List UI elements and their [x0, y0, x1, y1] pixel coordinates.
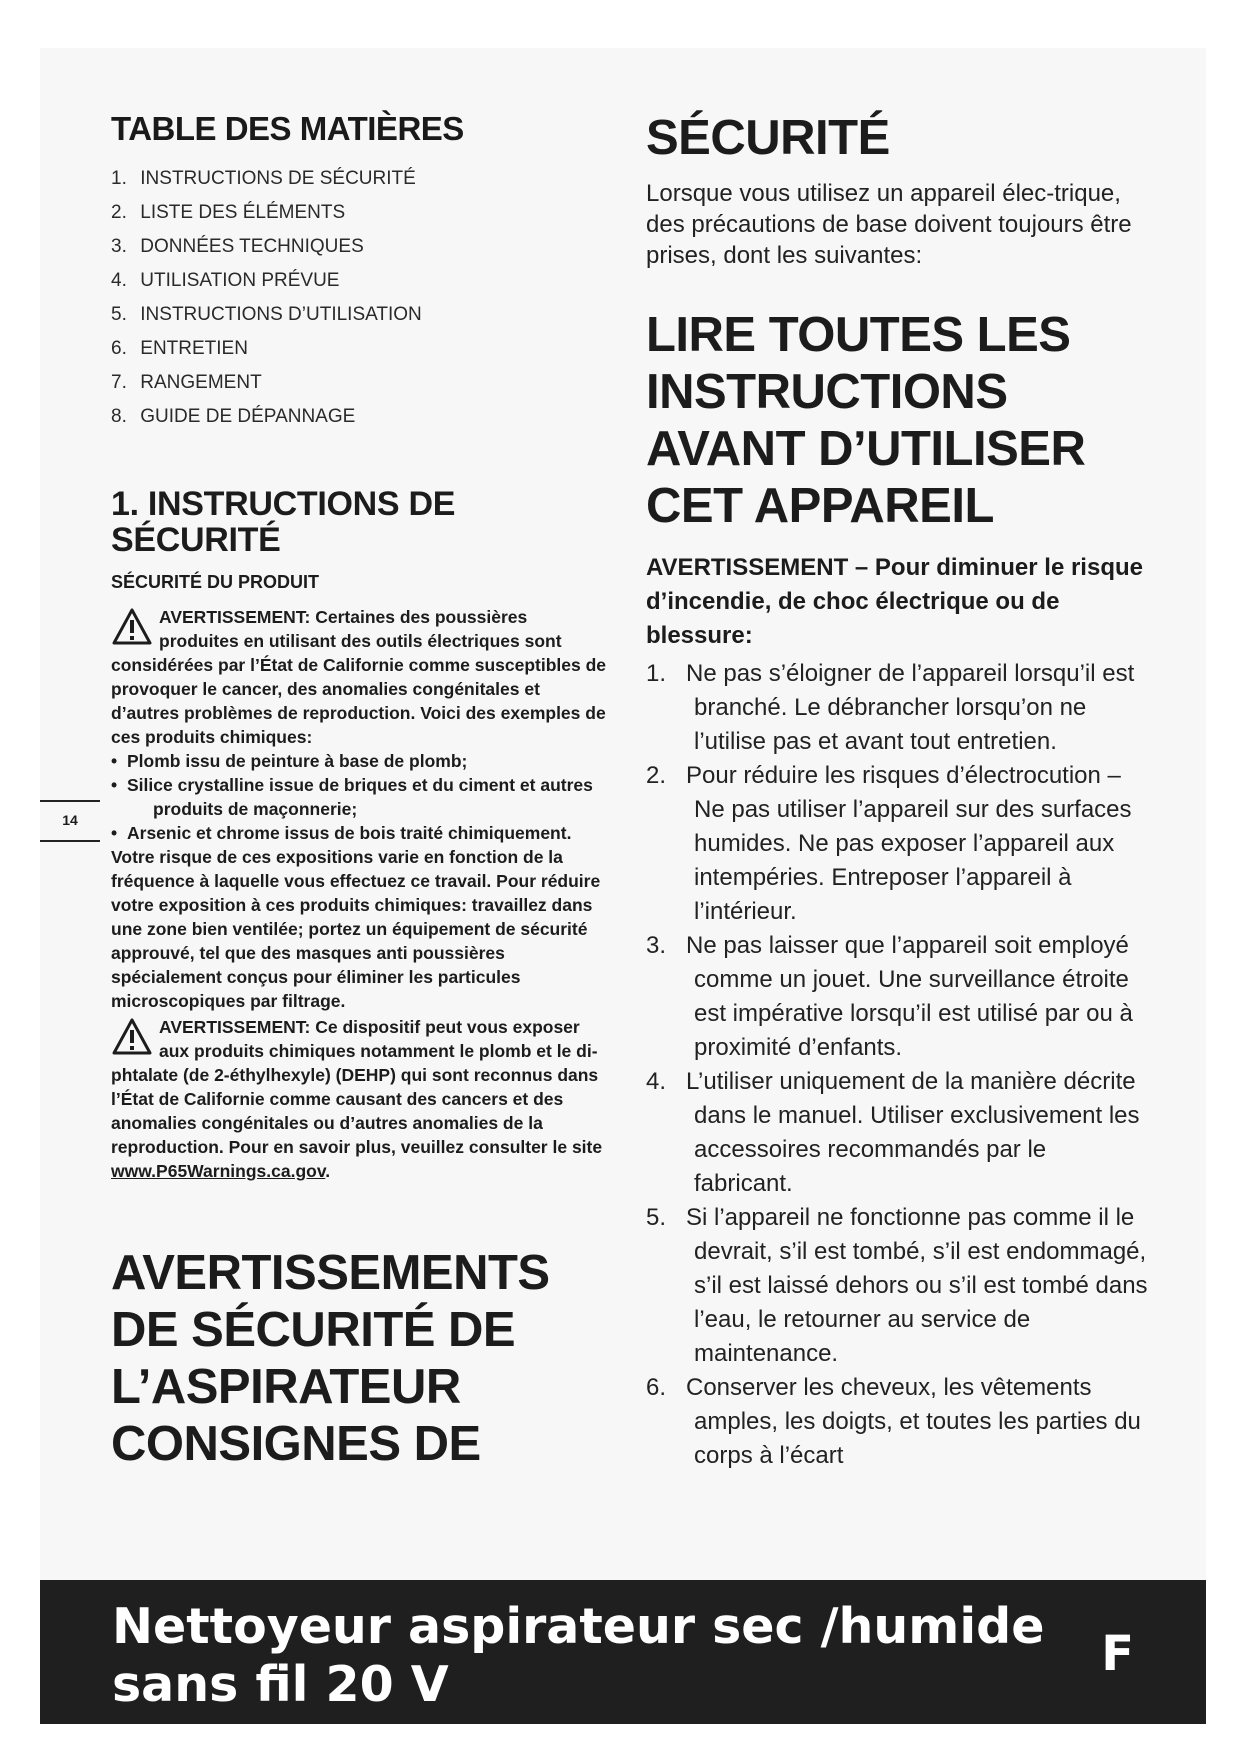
rule-item — [646, 929, 1151, 1065]
page-number-rule-bottom — [40, 840, 100, 842]
rule-num: 2. — [646, 762, 667, 789]
rule-item — [646, 1371, 1151, 1473]
list-item-text: Silice crystalline issue de briques et du ciment et autres produits de maçonnerie; — [127, 775, 593, 819]
rule-text: Ne pas laisser que l’appareil soit employé comme un jouet. Une surveillance étroite est impérative lorsqu’il est utilisé par ou à proximité d’enfants. — [686, 932, 1133, 1061]
rule-item — [646, 1201, 1151, 1371]
rule-num: 3. — [646, 932, 667, 959]
read-instructions-heading — [646, 307, 1151, 535]
toc-item-num: 3. — [111, 236, 127, 257]
chemical-list — [111, 749, 611, 845]
rule-text: Si l’appareil ne fonctionne pas comme il le devrait, s’il est tombé, s’il est endommagé, s’il est laissé dehors ou s’il est tombé dans l’eau, le retourner au service de maintenance. — [686, 1204, 1148, 1367]
language-tag: F — [1101, 1626, 1134, 1682]
toc-item-label: GUIDE DE DÉPANNAGE — [140, 406, 356, 427]
section1-heading: 1. INSTRUCTIONS DE SÉCURITÉ — [111, 485, 456, 559]
footer-title-line: sans fil 20 V — [112, 1656, 449, 1713]
toc-item-num: 1. — [111, 168, 127, 189]
right-column — [646, 110, 1151, 1473]
warning1-text: AVERTISSEMENT: Certaines des poussières produites en utilisant des outils électriques sont considérées par l’État de Californie comme susceptibles de provoquer le cancer, des anomalies congénitales et d’autres problèmes de reproduction. Voici des exemples de ces produits chimiques: — [111, 607, 607, 747]
toc-item — [111, 196, 611, 230]
toc-list — [111, 162, 611, 434]
toc-item — [111, 366, 611, 400]
warning-block-1 — [111, 605, 611, 1013]
rule-num: 1. — [646, 660, 667, 687]
warning-triangle-icon — [111, 1017, 153, 1057]
toc-item — [111, 332, 611, 366]
list-item: • Plomb issu de peinture à base de plomb; — [111, 751, 468, 771]
rule-num: 4. — [646, 1068, 667, 1095]
toc-title: TABLE DES MATIÈRES — [111, 110, 464, 147]
securite-intro: Lorsque vous utilisez un appareil élec-trique, des précautions de base doivent toujours être prises, dont les suivantes: — [646, 180, 1132, 269]
toc-item-label: DONNÉES TECHNIQUES — [140, 236, 364, 257]
safety-rules-list — [646, 657, 1151, 1473]
toc-item — [111, 264, 611, 298]
page-number-rule-top — [40, 800, 100, 802]
warning1-after-text: Votre risque de ces expositions varie en fonction de la fréquence à laquelle vous effectuez ce travail. Pour réduire votre exposition à ces produits chimiques: travaillez dans une zone bien ventilée; portez un équipement de sécurité approuvé, tel que des masques anti poussières spécialement conçus pour éliminer les particules microscopiques par filtrage. — [111, 847, 601, 1011]
page-number-text: 14 — [62, 812, 78, 828]
toc-item-label: RANGEMENT — [140, 372, 262, 393]
heading-line: DE SÉCURITÉ DE — [111, 1303, 516, 1357]
list-item-text: Plomb issu de peinture à base de plomb; — [127, 751, 468, 771]
toc-item-num: 7. — [111, 372, 127, 393]
warning2-text — [111, 1015, 611, 1183]
toc-item-num: 4. — [111, 270, 127, 291]
list-item-text: Arsenic et chrome issus de bois traité chimiquement. — [127, 823, 572, 843]
heading-line: LIRE TOUTES LES — [646, 308, 1071, 362]
heading-line: CET APPAREIL — [646, 479, 994, 533]
rule-text: Ne pas s’éloigner de l’appareil lorsqu’il est branché. Le débrancher lorsqu’on ne l’utilise pas et avant tout entretien. — [686, 660, 1135, 755]
avertissement-intro: AVERTISSEMENT – Pour diminuer le risque d’incendie, de choc électrique ou de blessure: — [646, 554, 1143, 649]
toc-item-num: 2. — [111, 202, 127, 223]
footer-title — [112, 1598, 1044, 1714]
list-item: • Silice crystalline issue de briques et du ciment et autres produits de maçonnerie; — [111, 775, 593, 819]
heading-line: INSTRUCTIONS — [646, 365, 1008, 419]
toc-item — [111, 162, 611, 196]
toc-item-label: INSTRUCTIONS DE SÉCURITÉ — [140, 168, 416, 189]
heading-line: AVERTISSEMENTS — [111, 1246, 550, 1300]
toc-item — [111, 230, 611, 264]
rule-item — [646, 1065, 1151, 1201]
rule-text: L’utiliser uniquement de la manière décrite dans le manuel. Utiliser exclusivement les accessoires recommandés par le fabricant. — [686, 1068, 1140, 1197]
footer-title-line: Nettoyeur aspirateur sec /humide — [112, 1598, 1045, 1655]
toc-item-num: 6. — [111, 338, 127, 359]
heading-line: L’ASPIRATEUR — [111, 1360, 461, 1414]
rule-num: 5. — [646, 1204, 667, 1231]
p65-link[interactable]: www.P65Warnings.ca.gov — [111, 1161, 326, 1181]
heading-line: AVANT D’UTILISER — [646, 422, 1086, 476]
warning2-body: AVERTISSEMENT: Ce dispositif peut vous exposer aux produits chimiques notamment le plomb et le di-phtalate (de 2-éthylhexyle) (DEHP) qui sont reconnus dans l’État de Californie comme causant des cancers et des anomalies congénitales ou d’autres anomalies de la reproduction. Pour en savoir plus, veuillez consulter le site — [111, 1017, 603, 1157]
left-column — [111, 110, 611, 1473]
rule-text: Conserver les cheveux, les vêtements amples, les doigts, et toutes les parties du corps à l’écart — [686, 1374, 1141, 1469]
toc-item-num: 8. — [111, 406, 127, 427]
warning-triangle-icon — [111, 607, 153, 647]
warning2-end: . — [325, 1161, 331, 1181]
toc-item-num: 5. — [111, 304, 127, 325]
list-item: • Arsenic et chrome issus de bois traité chimiquement. — [111, 823, 572, 843]
toc-item — [111, 298, 611, 332]
toc-item-label: UTILISATION PRÉVUE — [140, 270, 340, 291]
footer-banner — [40, 1580, 1206, 1724]
rule-num: 6. — [646, 1374, 667, 1401]
toc-item-label: INSTRUCTIONS D’UTILISATION — [140, 304, 422, 325]
rule-item — [646, 657, 1151, 759]
toc-item — [111, 400, 611, 434]
toc-item-label: ENTRETIEN — [140, 338, 248, 359]
rule-text: Pour réduire les risques d’électrocution – Ne pas utiliser l’appareil sur des surfaces humides. Ne pas exposer l’appareil aux intempéries. Entreposer l’appareil à l’intérieur. — [686, 762, 1132, 925]
heading-line: CONSIGNES DE — [111, 1417, 481, 1471]
warning-block-2 — [111, 1015, 611, 1183]
vacuum-safety-heading — [111, 1245, 611, 1473]
rule-item — [646, 759, 1151, 929]
section1-subheading: SÉCURITÉ DU PRODUIT — [111, 572, 320, 592]
page-number — [40, 800, 100, 842]
toc-item-label: LISTE DES ÉLÉMENTS — [140, 202, 346, 223]
securite-heading: SÉCURITÉ — [646, 111, 890, 165]
